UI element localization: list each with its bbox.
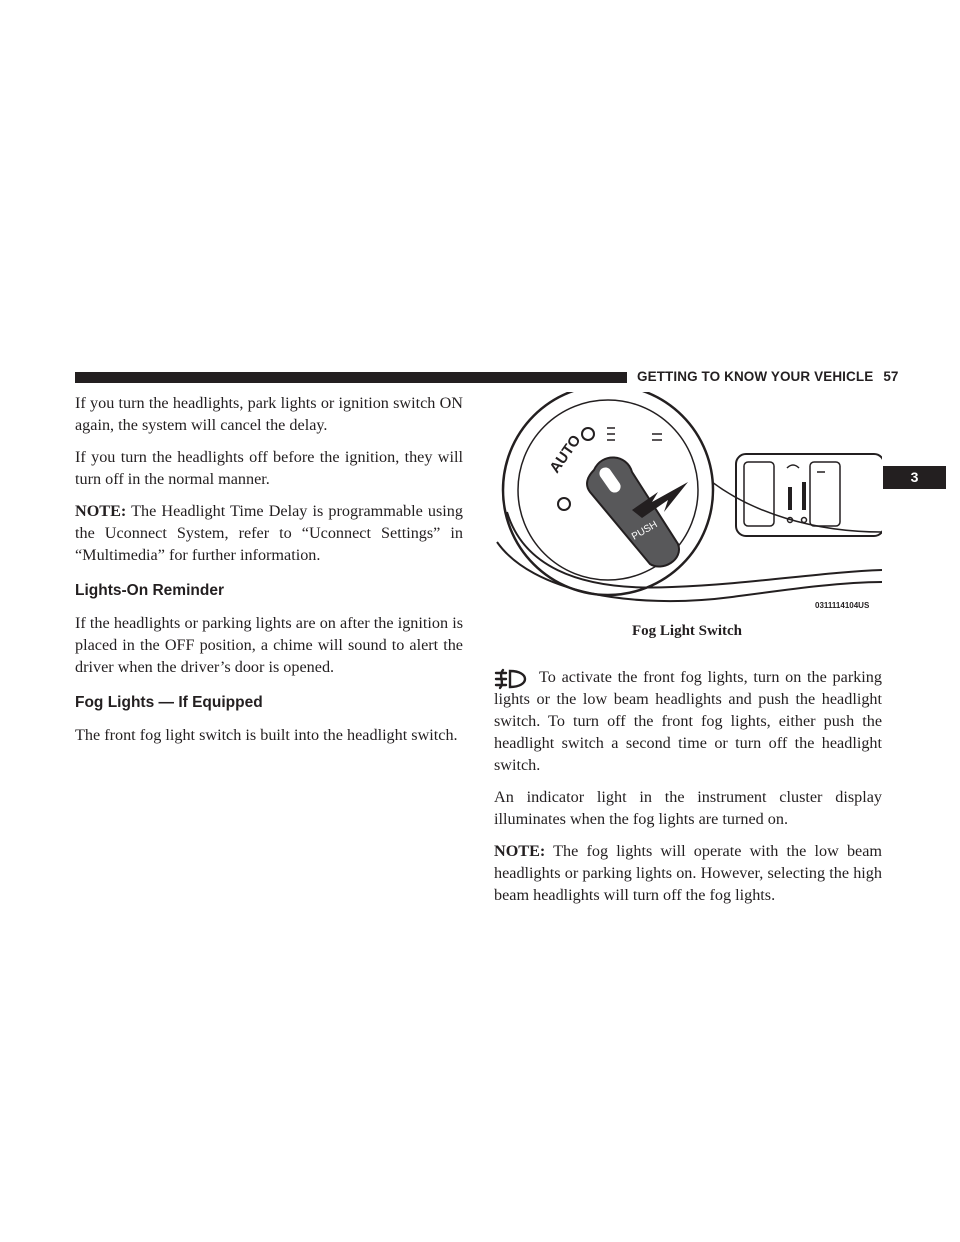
headlight-switch-drawing [492,392,882,620]
note-time-delay [75,500,463,566]
section-title: GETTING TO KNOW YOUR VEHICLE [637,369,874,384]
right-column [494,666,882,916]
note-label: NOTE: [494,842,546,860]
heading-fog-lights: Fog Lights — If Equipped [75,694,263,711]
left-column [75,392,463,756]
paragraph-indicator-light: An indicator light in the instrument cluster display illuminates when the fog lights are turned on. [494,788,882,828]
paragraph-lights-on: If the headlights or parking lights are on after the ignition is placed in the OFF position, a chime will sound to alert the driver when the driver’s door is opened. [75,614,463,676]
figure-code: 0311114104US [815,601,870,610]
figure-caption: Fog Light Switch [631,623,742,639]
front-fog-light-icon [494,668,528,690]
push-label: PUSH [630,519,660,543]
paragraph-activate-fog: To activate the front fog lights, turn on the parking lights or the low beam headlights and push the headlight switch. To turn off the front fog lights, either push the headlight switch a second time or turn off the headlight switch. [494,668,882,774]
chapter-tab: 3 [883,466,946,489]
running-header [637,369,899,384]
header-rule [75,372,627,383]
heading-lights-on-reminder: Lights-On Reminder [75,582,224,599]
note-fog-lights [494,840,882,906]
page-number: 57 [883,369,899,384]
paragraph-normal-manner: If you turn the headlights off before the ignition, they will turn off in the normal manner. [75,448,463,488]
paragraph-cancel-delay: If you turn the headlights, park lights or ignition switch ON again, the system will cancel the delay. [75,394,463,434]
note-label: NOTE: [75,502,127,520]
paragraph-fog-switch: The front fog light switch is built into the headlight switch. [75,726,458,744]
fog-light-switch-illustration [492,392,882,620]
note-text: The fog lights will operate with the low beam headlights or parking lights on. However, selecting the high beam headlights will turn off the fog lights. [494,842,882,904]
note-text: The Headlight Time Delay is programmable using the Uconnect System, refer to “Uconnect Settings” in “Multimedia” for further information. [75,502,463,564]
auto-label: AUTO [546,431,585,477]
